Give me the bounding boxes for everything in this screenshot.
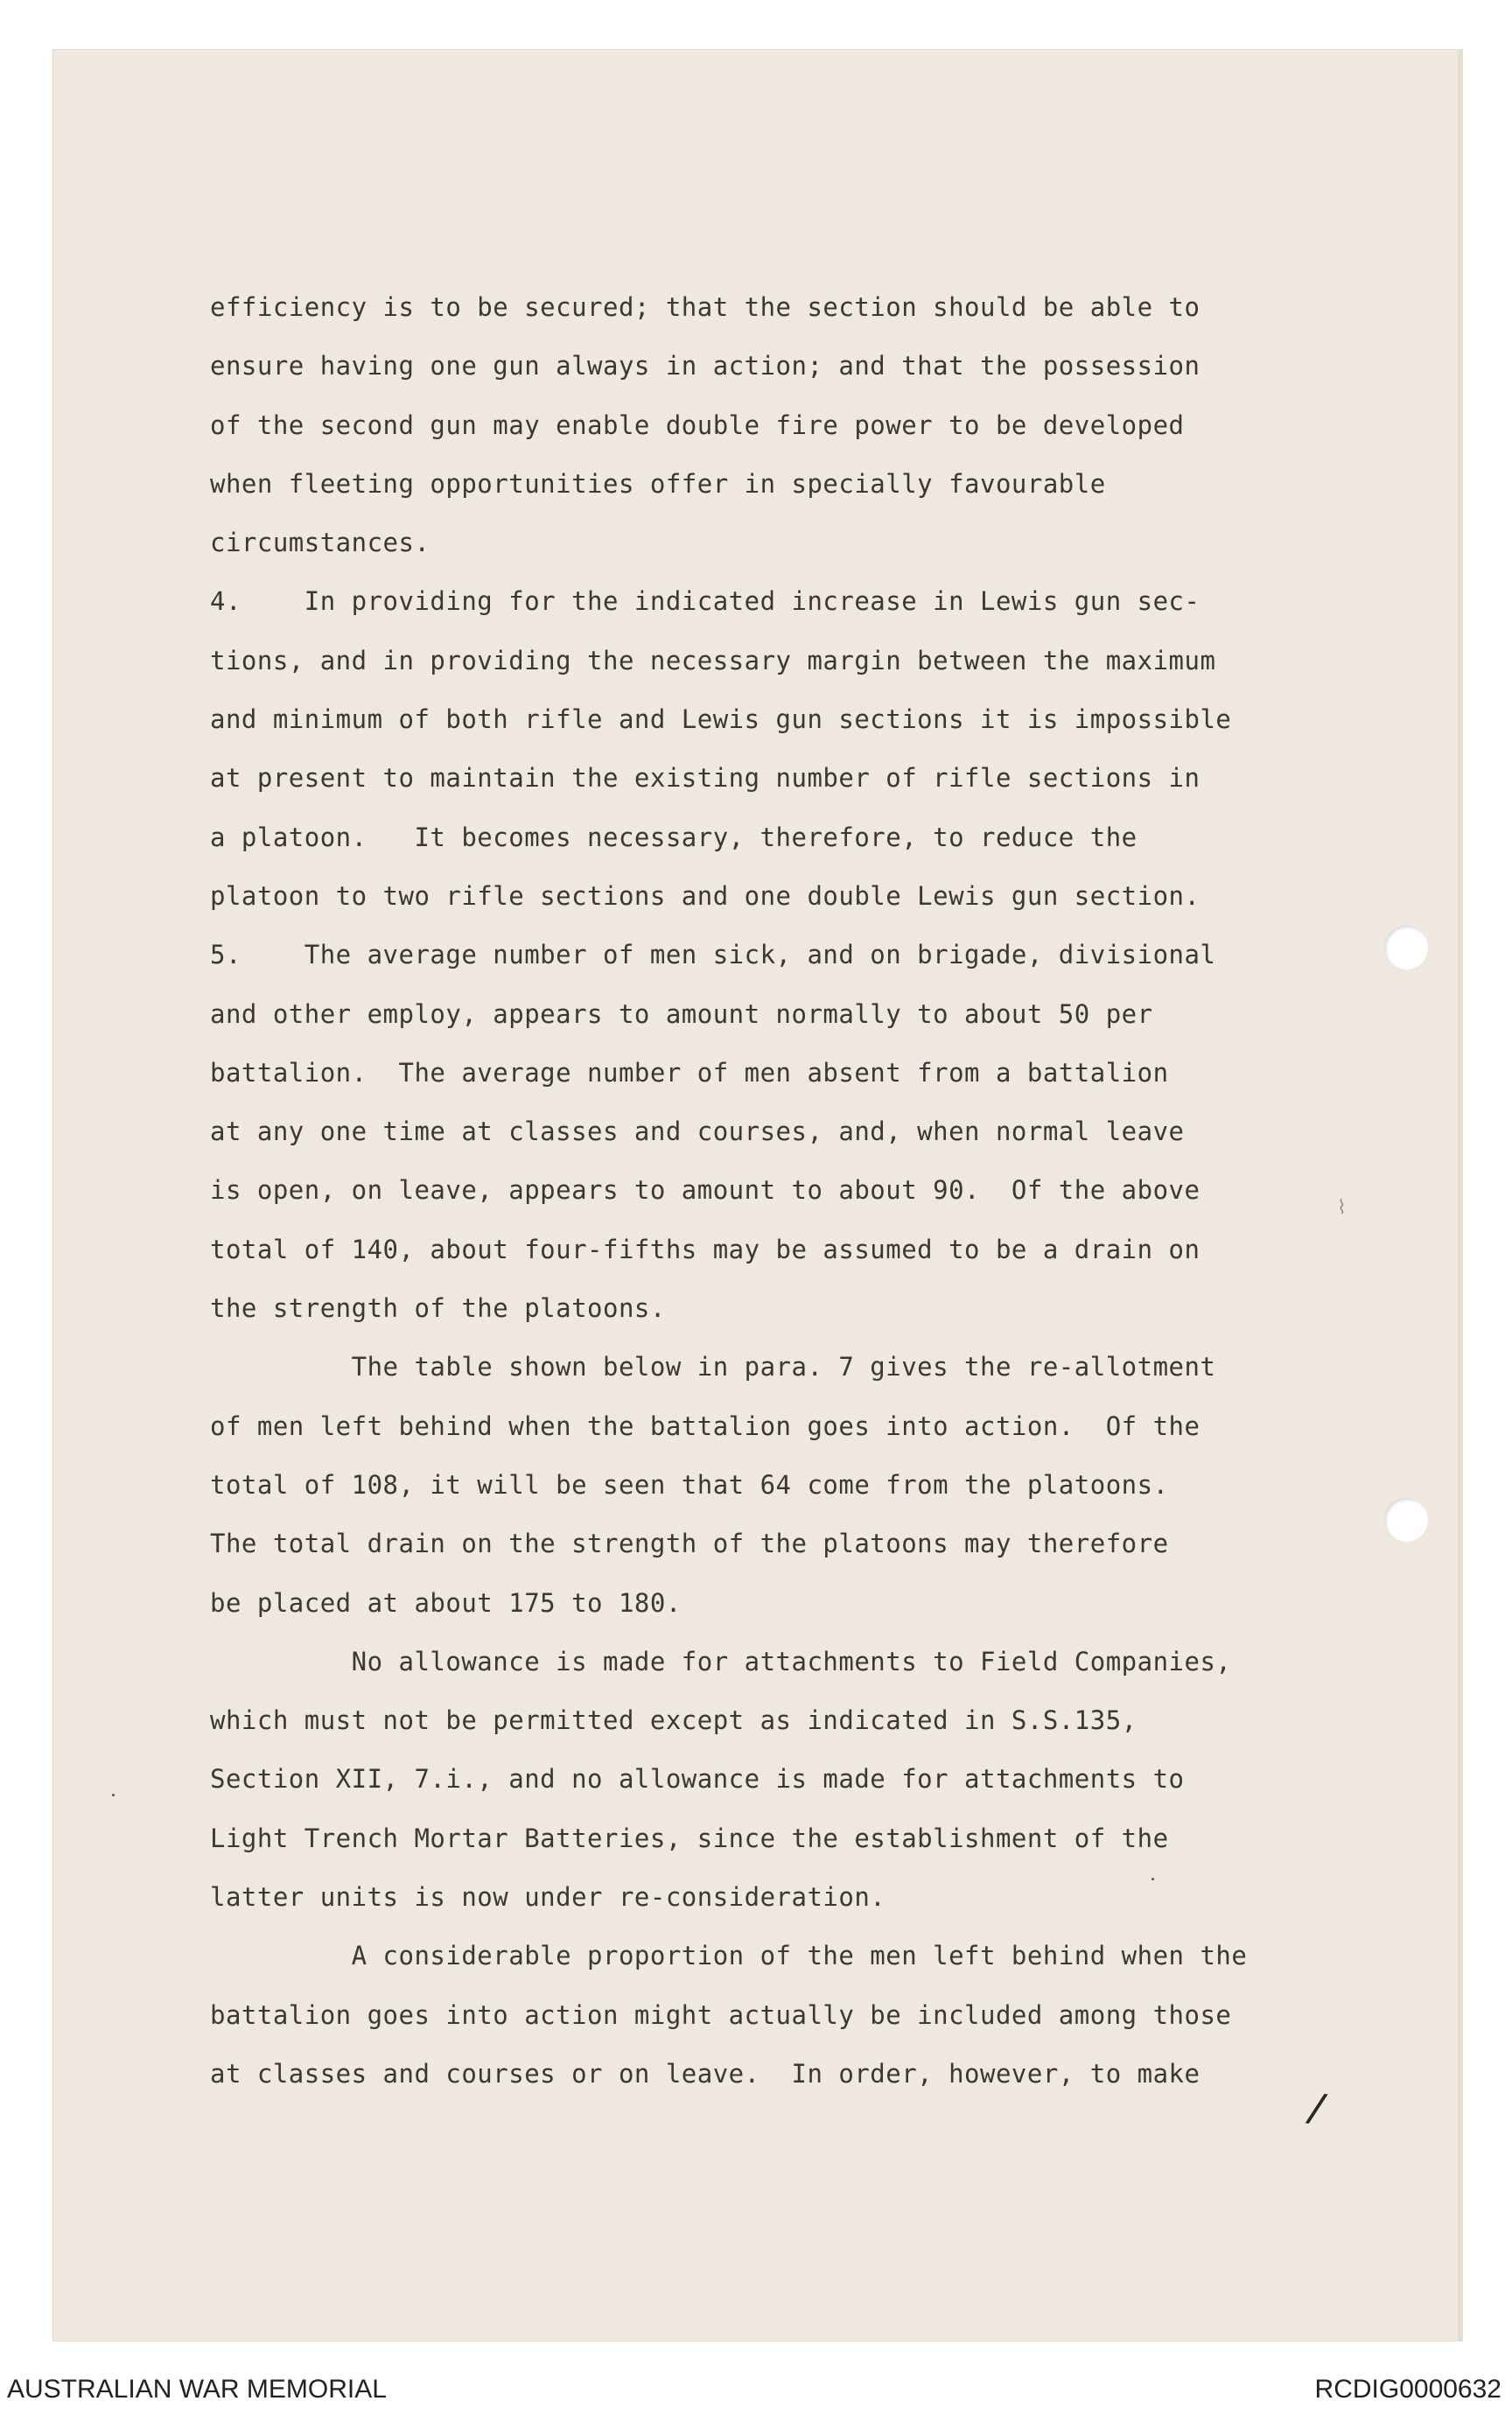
text-line: ensure having one gun always in action; and that the possession — [210, 351, 1200, 382]
paragraph-5-start: 5. The average number of men sick, and on brigade, divisional — [210, 940, 1216, 970]
text-line: at any one time at classes and courses, and, when normal leave — [210, 1116, 1185, 1147]
paper-edge — [1458, 49, 1463, 2342]
text-line: total of 108, it will be seen that 64 come from the platoons. — [210, 1469, 1169, 1500]
text-line: battalion. The average number of men absent from a battalion — [210, 1057, 1169, 1088]
text-line: is open, on leave, appears to amount to about 90. Of the above — [210, 1175, 1200, 1206]
paragraph-4-start: 4. In providing for the indicated increase in Lewis gun sec- — [210, 586, 1200, 617]
punch-hole-lower — [1384, 1498, 1428, 1542]
text-line: and other employ, appears to amount normally to about 50 per — [210, 998, 1153, 1029]
text-line: at present to maintain the existing number of rifle sections in — [210, 763, 1200, 794]
archive-name: AUSTRALIAN WAR MEMORIAL — [7, 2375, 387, 2404]
text-line: battalion goes into action might actually be included among those — [210, 1999, 1232, 2030]
text-line: of the second gun may enable double fire power to be developed — [210, 410, 1185, 440]
text-line: a platoon. It becomes necessary, therefore, to reduce the — [210, 822, 1138, 852]
continuation-mark: / — [1302, 2084, 1332, 2132]
text-line: Section XII, 7.i., and no allowance is made for attachments to — [210, 1764, 1185, 1795]
text-line: A considerable proportion of the men left behind when the — [210, 1941, 1248, 1971]
text-line: latter units is now under re-consideration. — [210, 1882, 886, 1913]
text-line: efficiency is to be secured; that the section should be able to — [210, 292, 1200, 322]
text-line: at classes and courses or on leave. In order, however, to make — [210, 2058, 1200, 2089]
text-line: be placed at about 175 to 180. — [210, 1587, 682, 1618]
text-line: of men left behind when the battalion goes into action. Of the — [210, 1410, 1200, 1441]
pencil-annotation-mark: ⌇ — [1337, 1197, 1347, 1219]
text-line: total of 140, about four-fifths may be assumed to be a drain on — [210, 1234, 1200, 1264]
ink-speck — [112, 1794, 115, 1796]
text-line: Light Trench Mortar Batteries, since the establishment of the — [210, 1823, 1169, 1853]
text-line: tions, and in providing the necessary margin between the maximum — [210, 645, 1216, 676]
text-line: circumstances. — [210, 528, 430, 558]
text-line: the strength of the platoons. — [210, 1293, 666, 1324]
text-line: The table shown below in para. 7 gives the re-allotment — [210, 1352, 1216, 1382]
archive-record-id: RCDIG0000632 — [1314, 2375, 1502, 2404]
text-line: when fleeting opportunities offer in specially favourable — [210, 468, 1106, 499]
text-line: platoon to two rifle sections and one double Lewis gun section. — [210, 880, 1200, 911]
text-line: which must not be permitted except as indicated in S.S.135, — [210, 1705, 1138, 1736]
text-line: and minimum of both rifle and Lewis gun sections it is impossible — [210, 704, 1232, 735]
ink-speck — [1152, 1878, 1154, 1880]
text-line: No allowance is made for attachments to Field Companies, — [210, 1646, 1232, 1676]
punch-hole-upper — [1384, 926, 1428, 970]
archive-footer — [0, 2375, 1512, 2410]
text-line: The total drain on the strength of the platoons may therefore — [210, 1529, 1169, 1559]
typed-text-body — [210, 278, 1365, 2104]
